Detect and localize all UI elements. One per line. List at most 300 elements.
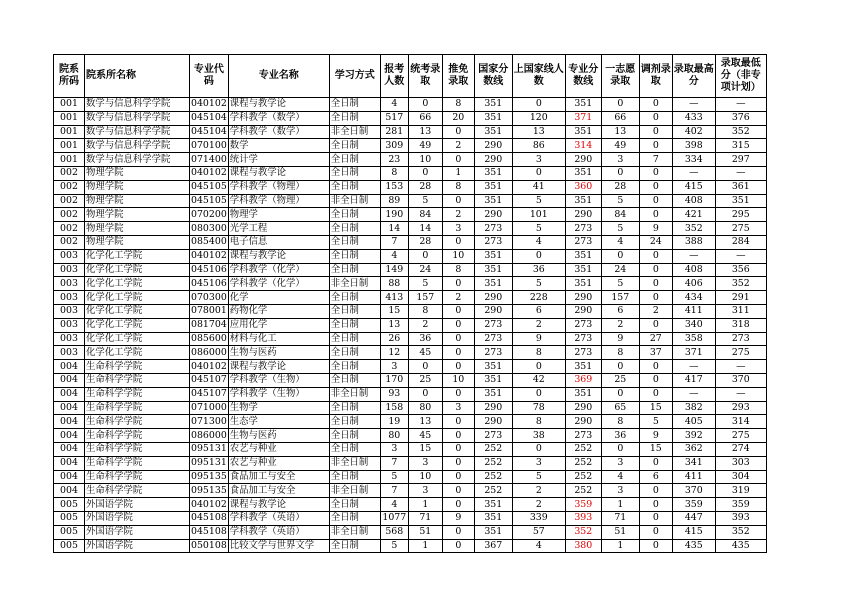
cell-study-mode: 全日制 bbox=[329, 401, 380, 415]
cell-exam-admit: 13 bbox=[408, 415, 442, 429]
cell-dept-name: 生命科学学院 bbox=[85, 415, 190, 429]
cell-max-score: 405 bbox=[672, 415, 715, 429]
cell-major-line: 290 bbox=[565, 415, 601, 429]
cell-first-choice: 4 bbox=[601, 235, 639, 249]
cell-first-choice: 3 bbox=[601, 484, 639, 498]
cell-study-mode: 非全日制 bbox=[329, 277, 380, 291]
cell-adjusted: 24 bbox=[639, 235, 672, 249]
cell-dept-name: 化学化工学院 bbox=[85, 332, 190, 346]
cell-major-code: 081704 bbox=[191, 319, 227, 331]
cell-national-line: 252 bbox=[474, 484, 512, 498]
cell-exempt-admit: 0 bbox=[442, 470, 474, 484]
cell-exam-admit: 0 bbox=[408, 166, 442, 180]
cell-dept-name: 化学化工学院 bbox=[85, 277, 190, 291]
cell-dept-code: 001 bbox=[54, 125, 85, 139]
cell-study-mode: 全日制 bbox=[329, 180, 380, 194]
cell-above-national: 4 bbox=[512, 235, 565, 249]
cell-dept-code: 003 bbox=[54, 277, 85, 291]
cell-applicants: 568 bbox=[380, 525, 408, 539]
cell-applicants: 517 bbox=[380, 111, 408, 125]
cell-major-name: 材料与化工 bbox=[228, 332, 329, 346]
cell-applicants: 88 bbox=[380, 277, 408, 291]
cell-national-line: 351 bbox=[474, 111, 512, 125]
cell-min-score: — bbox=[715, 166, 766, 180]
cell-major-code: 071400 bbox=[191, 153, 227, 165]
cell-dept-code: 001 bbox=[54, 139, 85, 153]
cell-applicants: 26 bbox=[380, 332, 408, 346]
cell-above-national: 5 bbox=[512, 194, 565, 208]
cell-exempt-admit: 0 bbox=[442, 304, 474, 318]
cell-dept-name: 物理学院 bbox=[85, 222, 190, 236]
cell-national-line: 351 bbox=[474, 277, 512, 291]
cell-above-national: 0 bbox=[512, 166, 565, 180]
header-exam-admit: 统考录取 bbox=[408, 55, 442, 98]
cell-major-line: 252 bbox=[565, 442, 601, 456]
cell-exam-admit: 1 bbox=[408, 539, 442, 553]
cell-exam-admit: 13 bbox=[408, 125, 442, 139]
cell-min-score: 393 bbox=[715, 511, 766, 525]
cell-dept-name: 生命科学学院 bbox=[85, 484, 190, 498]
cell-exempt-admit: 10 bbox=[442, 373, 474, 387]
cell-major-name: 物理学 bbox=[228, 208, 329, 222]
table-row bbox=[54, 511, 767, 525]
cell-applicants: 4 bbox=[380, 498, 408, 512]
cell-major-line: 290 bbox=[565, 304, 601, 318]
cell-major-line: 351 bbox=[565, 360, 601, 374]
table-row bbox=[54, 304, 767, 318]
cell-major-line: 252 bbox=[565, 470, 601, 484]
cell-adjusted: 0 bbox=[639, 539, 672, 553]
cell-applicants: 12 bbox=[380, 346, 408, 360]
cell-exempt-admit: 0 bbox=[442, 484, 474, 498]
cell-exempt-admit: 8 bbox=[442, 180, 474, 194]
cell-adjusted: 0 bbox=[639, 387, 672, 401]
cell-major-name: 光学工程 bbox=[228, 222, 329, 236]
cell-applicants: 4 bbox=[380, 98, 408, 112]
cell-national-line: 252 bbox=[474, 456, 512, 470]
table-row bbox=[54, 415, 767, 429]
cell-exam-admit: 25 bbox=[408, 373, 442, 387]
cell-first-choice: 5 bbox=[601, 194, 639, 208]
table-body bbox=[54, 98, 767, 553]
cell-exam-admit: 28 bbox=[408, 180, 442, 194]
cell-exempt-admit: 8 bbox=[442, 263, 474, 277]
cell-first-choice: 1 bbox=[601, 539, 639, 553]
cell-first-choice: 3 bbox=[601, 456, 639, 470]
cell-dept-code: 004 bbox=[54, 401, 85, 415]
table-row bbox=[54, 208, 767, 222]
cell-applicants: 309 bbox=[380, 139, 408, 153]
cell-major-code: 045107 bbox=[191, 374, 227, 386]
table-row bbox=[54, 235, 767, 249]
cell-major-name: 电子信息 bbox=[228, 235, 329, 249]
cell-major-code: 040102 bbox=[191, 498, 227, 510]
cell-major-code: 070200 bbox=[191, 208, 227, 220]
cell-first-choice: 51 bbox=[601, 525, 639, 539]
cell-adjusted: 0 bbox=[639, 498, 672, 512]
cell-adjusted: 0 bbox=[639, 277, 672, 291]
cell-study-mode: 全日制 bbox=[329, 415, 380, 429]
cell-first-choice: 5 bbox=[601, 277, 639, 291]
cell-major-code: 095131 bbox=[191, 457, 227, 469]
table-row bbox=[54, 166, 767, 180]
cell-first-choice: 4 bbox=[601, 470, 639, 484]
cell-min-score: 356 bbox=[715, 263, 766, 277]
cell-major-line: 352 bbox=[565, 525, 601, 539]
cell-applicants: 8 bbox=[380, 166, 408, 180]
cell-major-code: 095135 bbox=[191, 484, 227, 496]
cell-study-mode: 非全日制 bbox=[329, 456, 380, 470]
cell-above-national: 36 bbox=[512, 263, 565, 277]
cell-max-score: 421 bbox=[672, 208, 715, 222]
cell-exam-admit: 36 bbox=[408, 332, 442, 346]
cell-exempt-admit: 0 bbox=[442, 442, 474, 456]
cell-exam-admit: 0 bbox=[408, 387, 442, 401]
cell-study-mode: 全日制 bbox=[329, 304, 380, 318]
table-row bbox=[54, 291, 767, 305]
cell-applicants: 190 bbox=[380, 208, 408, 222]
cell-dept-code: 005 bbox=[54, 498, 85, 512]
cell-dept-name: 化学化工学院 bbox=[85, 318, 190, 332]
cell-exam-admit: 5 bbox=[408, 194, 442, 208]
table-row bbox=[54, 360, 767, 374]
cell-national-line: 290 bbox=[474, 208, 512, 222]
cell-dept-name: 数学与信息科学学院 bbox=[85, 111, 190, 125]
cell-first-choice: 1 bbox=[601, 498, 639, 512]
cell-dept-name: 生命科学学院 bbox=[85, 429, 190, 443]
cell-exempt-admit: 0 bbox=[442, 235, 474, 249]
cell-major-line: 290 bbox=[565, 291, 601, 305]
cell-above-national: 6 bbox=[512, 304, 565, 318]
cell-dept-name: 化学化工学院 bbox=[85, 263, 190, 277]
header-dept-name: 院系所名称 bbox=[85, 55, 190, 98]
cell-max-score: 382 bbox=[672, 401, 715, 415]
cell-max-score: 352 bbox=[672, 222, 715, 236]
cell-major-code: 040102 bbox=[191, 167, 227, 179]
cell-adjusted: 0 bbox=[639, 525, 672, 539]
cell-major-line: 351 bbox=[565, 249, 601, 263]
cell-major-line: 351 bbox=[565, 98, 601, 112]
table-row bbox=[54, 249, 767, 263]
cell-max-score: 392 bbox=[672, 429, 715, 443]
cell-study-mode: 非全日制 bbox=[329, 387, 380, 401]
cell-major-name: 生物与医药 bbox=[228, 346, 329, 360]
table-row bbox=[54, 194, 767, 208]
cell-dept-name: 数学与信息科学学院 bbox=[85, 153, 190, 167]
cell-study-mode: 非全日制 bbox=[329, 484, 380, 498]
cell-applicants: 89 bbox=[380, 194, 408, 208]
cell-applicants: 19 bbox=[380, 415, 408, 429]
cell-above-national: 0 bbox=[512, 360, 565, 374]
cell-min-score: 314 bbox=[715, 415, 766, 429]
cell-min-score: 291 bbox=[715, 291, 766, 305]
cell-applicants: 153 bbox=[380, 180, 408, 194]
cell-above-national: 0 bbox=[512, 249, 565, 263]
cell-min-score: 275 bbox=[715, 222, 766, 236]
cell-above-national: 4 bbox=[512, 539, 565, 553]
cell-exempt-admit: 2 bbox=[442, 291, 474, 305]
cell-adjusted: 0 bbox=[639, 125, 672, 139]
cell-adjusted: 15 bbox=[639, 401, 672, 415]
cell-applicants: 5 bbox=[380, 470, 408, 484]
cell-exam-admit: 45 bbox=[408, 346, 442, 360]
cell-dept-code: 004 bbox=[54, 456, 85, 470]
cell-major-line: 351 bbox=[565, 125, 601, 139]
cell-dept-code: 002 bbox=[54, 194, 85, 208]
header-applicants: 报考人数 bbox=[380, 55, 408, 98]
cell-adjusted: 0 bbox=[639, 456, 672, 470]
cell-applicants: 149 bbox=[380, 263, 408, 277]
admission-table bbox=[53, 54, 767, 553]
cell-dept-name: 数学与信息科学学院 bbox=[85, 98, 190, 112]
cell-dept-code: 005 bbox=[54, 511, 85, 525]
cell-first-choice: 3 bbox=[601, 153, 639, 167]
cell-exam-admit: 15 bbox=[408, 442, 442, 456]
table-row bbox=[54, 525, 767, 539]
cell-applicants: 7 bbox=[380, 456, 408, 470]
cell-adjusted: 0 bbox=[639, 166, 672, 180]
cell-national-line: 351 bbox=[474, 180, 512, 194]
cell-applicants: 7 bbox=[380, 235, 408, 249]
cell-min-score: 352 bbox=[715, 277, 766, 291]
header-adjusted: 调剂录取 bbox=[639, 55, 672, 98]
cell-dept-code: 004 bbox=[54, 470, 85, 484]
cell-dept-name: 外国语学院 bbox=[85, 511, 190, 525]
cell-national-line: 351 bbox=[474, 498, 512, 512]
cell-min-score: 351 bbox=[715, 194, 766, 208]
cell-exam-admit: 0 bbox=[408, 98, 442, 112]
cell-adjusted: 0 bbox=[639, 511, 672, 525]
table-header bbox=[54, 55, 767, 98]
cell-major-name: 应用化学 bbox=[228, 318, 329, 332]
cell-first-choice: 0 bbox=[601, 442, 639, 456]
cell-national-line: 273 bbox=[474, 235, 512, 249]
cell-major-name: 课程与教学论 bbox=[228, 98, 329, 112]
cell-exempt-admit: 0 bbox=[442, 318, 474, 332]
cell-exempt-admit: 1 bbox=[442, 166, 474, 180]
cell-first-choice: 0 bbox=[601, 249, 639, 263]
cell-national-line: 290 bbox=[474, 401, 512, 415]
cell-study-mode: 全日制 bbox=[329, 332, 380, 346]
cell-major-code: 086000 bbox=[191, 429, 227, 441]
cell-study-mode: 全日制 bbox=[329, 511, 380, 525]
cell-dept-name: 外国语学院 bbox=[85, 525, 190, 539]
cell-above-national: 3 bbox=[512, 456, 565, 470]
cell-exam-admit: 84 bbox=[408, 208, 442, 222]
cell-applicants: 3 bbox=[380, 442, 408, 456]
cell-major-code: 070100 bbox=[191, 139, 227, 151]
cell-major-code: 045106 bbox=[191, 277, 227, 289]
cell-major-name: 学科教学（物理） bbox=[228, 180, 329, 194]
cell-study-mode: 全日制 bbox=[329, 373, 380, 387]
cell-major-code: 086000 bbox=[191, 346, 227, 358]
cell-major-name: 学科教学（化学） bbox=[228, 263, 329, 277]
cell-major-line: 290 bbox=[565, 153, 601, 167]
cell-major-name: 学科教学（物理） bbox=[228, 194, 329, 208]
cell-national-line: 351 bbox=[474, 125, 512, 139]
cell-min-score: 361 bbox=[715, 180, 766, 194]
cell-national-line: 290 bbox=[474, 139, 512, 153]
cell-dept-name: 外国语学院 bbox=[85, 498, 190, 512]
cell-major-name: 农艺与种业 bbox=[228, 442, 329, 456]
cell-dept-name: 化学化工学院 bbox=[85, 291, 190, 305]
cell-study-mode: 全日制 bbox=[329, 429, 380, 443]
cell-max-score: 406 bbox=[672, 277, 715, 291]
cell-dept-name: 生命科学学院 bbox=[85, 456, 190, 470]
cell-first-choice: 8 bbox=[601, 415, 639, 429]
cell-adjusted: 0 bbox=[639, 373, 672, 387]
cell-major-line: 380 bbox=[565, 539, 601, 553]
cell-major-code: 071300 bbox=[191, 415, 227, 427]
cell-max-score: 408 bbox=[672, 263, 715, 277]
cell-national-line: 290 bbox=[474, 291, 512, 305]
cell-exam-admit: 2 bbox=[408, 318, 442, 332]
cell-major-name: 统计学 bbox=[228, 153, 329, 167]
cell-max-score: 370 bbox=[672, 484, 715, 498]
cell-max-score: — bbox=[672, 387, 715, 401]
cell-min-score: — bbox=[715, 360, 766, 374]
cell-dept-name: 化学化工学院 bbox=[85, 249, 190, 263]
cell-major-code: 040102 bbox=[191, 98, 227, 110]
cell-applicants: 5 bbox=[380, 539, 408, 553]
cell-dept-code: 003 bbox=[54, 318, 85, 332]
cell-above-national: 86 bbox=[512, 139, 565, 153]
cell-min-score: 352 bbox=[715, 125, 766, 139]
cell-dept-code: 005 bbox=[54, 539, 85, 553]
table-row bbox=[54, 332, 767, 346]
cell-dept-name: 化学化工学院 bbox=[85, 304, 190, 318]
cell-study-mode: 非全日制 bbox=[329, 525, 380, 539]
cell-study-mode: 非全日制 bbox=[329, 194, 380, 208]
cell-dept-name: 物理学院 bbox=[85, 180, 190, 194]
cell-first-choice: 8 bbox=[601, 346, 639, 360]
cell-above-national: 8 bbox=[512, 415, 565, 429]
cell-min-score: 295 bbox=[715, 208, 766, 222]
cell-adjusted: 27 bbox=[639, 332, 672, 346]
cell-adjusted: 0 bbox=[639, 360, 672, 374]
cell-applicants: 13 bbox=[380, 318, 408, 332]
cell-study-mode: 全日制 bbox=[329, 235, 380, 249]
cell-major-name: 学科教学（英语） bbox=[228, 525, 329, 539]
cell-major-name: 课程与教学论 bbox=[228, 498, 329, 512]
table-row bbox=[54, 401, 767, 415]
cell-max-score: 358 bbox=[672, 332, 715, 346]
cell-dept-code: 001 bbox=[54, 153, 85, 167]
cell-major-name: 化学 bbox=[228, 291, 329, 305]
cell-first-choice: 157 bbox=[601, 291, 639, 305]
cell-major-name: 食品加工与安全 bbox=[228, 484, 329, 498]
cell-above-national: 38 bbox=[512, 429, 565, 443]
cell-national-line: 351 bbox=[474, 387, 512, 401]
cell-exam-admit: 80 bbox=[408, 401, 442, 415]
table-row bbox=[54, 498, 767, 512]
cell-max-score: — bbox=[672, 166, 715, 180]
cell-exempt-admit: 0 bbox=[442, 387, 474, 401]
cell-exempt-admit: 10 bbox=[442, 249, 474, 263]
cell-adjusted: 0 bbox=[639, 139, 672, 153]
cell-exempt-admit: 2 bbox=[442, 208, 474, 222]
cell-applicants: 80 bbox=[380, 429, 408, 443]
cell-dept-name: 生命科学学院 bbox=[85, 401, 190, 415]
cell-study-mode: 全日制 bbox=[329, 111, 380, 125]
cell-exam-admit: 0 bbox=[408, 249, 442, 263]
cell-min-score: — bbox=[715, 387, 766, 401]
cell-exempt-admit: 0 bbox=[442, 125, 474, 139]
cell-exam-admit: 3 bbox=[408, 484, 442, 498]
cell-applicants: 93 bbox=[380, 387, 408, 401]
cell-dept-code: 004 bbox=[54, 429, 85, 443]
cell-adjusted: 0 bbox=[639, 484, 672, 498]
cell-major-name: 生物与医药 bbox=[228, 429, 329, 443]
table-row bbox=[54, 98, 767, 112]
cell-major-line: 351 bbox=[565, 194, 601, 208]
cell-min-score: 435 bbox=[715, 539, 766, 553]
cell-national-line: 351 bbox=[474, 511, 512, 525]
cell-above-national: 5 bbox=[512, 222, 565, 236]
cell-major-line: 273 bbox=[565, 235, 601, 249]
cell-national-line: 351 bbox=[474, 194, 512, 208]
table-row bbox=[54, 139, 767, 153]
cell-major-line: 351 bbox=[565, 387, 601, 401]
cell-study-mode: 全日制 bbox=[329, 291, 380, 305]
cell-adjusted: 6 bbox=[639, 470, 672, 484]
cell-first-choice: 65 bbox=[601, 401, 639, 415]
cell-max-score: 433 bbox=[672, 111, 715, 125]
cell-above-national: 57 bbox=[512, 525, 565, 539]
cell-major-name: 学科教学（生物） bbox=[228, 387, 329, 401]
cell-major-name: 农艺与种业 bbox=[228, 456, 329, 470]
cell-adjusted: 37 bbox=[639, 346, 672, 360]
cell-dept-name: 外国语学院 bbox=[85, 539, 190, 553]
cell-study-mode: 全日制 bbox=[329, 470, 380, 484]
cell-exempt-admit: 3 bbox=[442, 222, 474, 236]
cell-major-name: 学科教学（生物） bbox=[228, 373, 329, 387]
cell-max-score: 417 bbox=[672, 373, 715, 387]
cell-major-name: 药物化学 bbox=[228, 304, 329, 318]
cell-dept-code: 003 bbox=[54, 263, 85, 277]
cell-first-choice: 25 bbox=[601, 373, 639, 387]
cell-first-choice: 49 bbox=[601, 139, 639, 153]
cell-exam-admit: 8 bbox=[408, 304, 442, 318]
cell-exempt-admit: 0 bbox=[442, 415, 474, 429]
cell-adjusted: 0 bbox=[639, 249, 672, 263]
cell-max-score: 411 bbox=[672, 470, 715, 484]
cell-min-score: 293 bbox=[715, 401, 766, 415]
cell-first-choice: 6 bbox=[601, 304, 639, 318]
cell-exam-admit: 28 bbox=[408, 235, 442, 249]
cell-study-mode: 全日制 bbox=[329, 153, 380, 167]
cell-exempt-admit: 20 bbox=[442, 111, 474, 125]
table-row bbox=[54, 263, 767, 277]
cell-national-line: 273 bbox=[474, 429, 512, 443]
cell-dept-code: 001 bbox=[54, 98, 85, 112]
cell-applicants: 14 bbox=[380, 222, 408, 236]
cell-study-mode: 全日制 bbox=[329, 360, 380, 374]
cell-dept-name: 物理学院 bbox=[85, 208, 190, 222]
cell-major-line: 290 bbox=[565, 401, 601, 415]
cell-exam-admit: 51 bbox=[408, 525, 442, 539]
cell-major-code: 071000 bbox=[191, 401, 227, 413]
cell-min-score: 275 bbox=[715, 346, 766, 360]
table-row bbox=[54, 180, 767, 194]
cell-major-line: 351 bbox=[565, 166, 601, 180]
cell-major-line: 351 bbox=[565, 263, 601, 277]
cell-national-line: 351 bbox=[474, 166, 512, 180]
cell-dept-name: 生命科学学院 bbox=[85, 360, 190, 374]
cell-national-line: 252 bbox=[474, 442, 512, 456]
cell-dept-code: 005 bbox=[54, 525, 85, 539]
cell-dept-code: 004 bbox=[54, 442, 85, 456]
